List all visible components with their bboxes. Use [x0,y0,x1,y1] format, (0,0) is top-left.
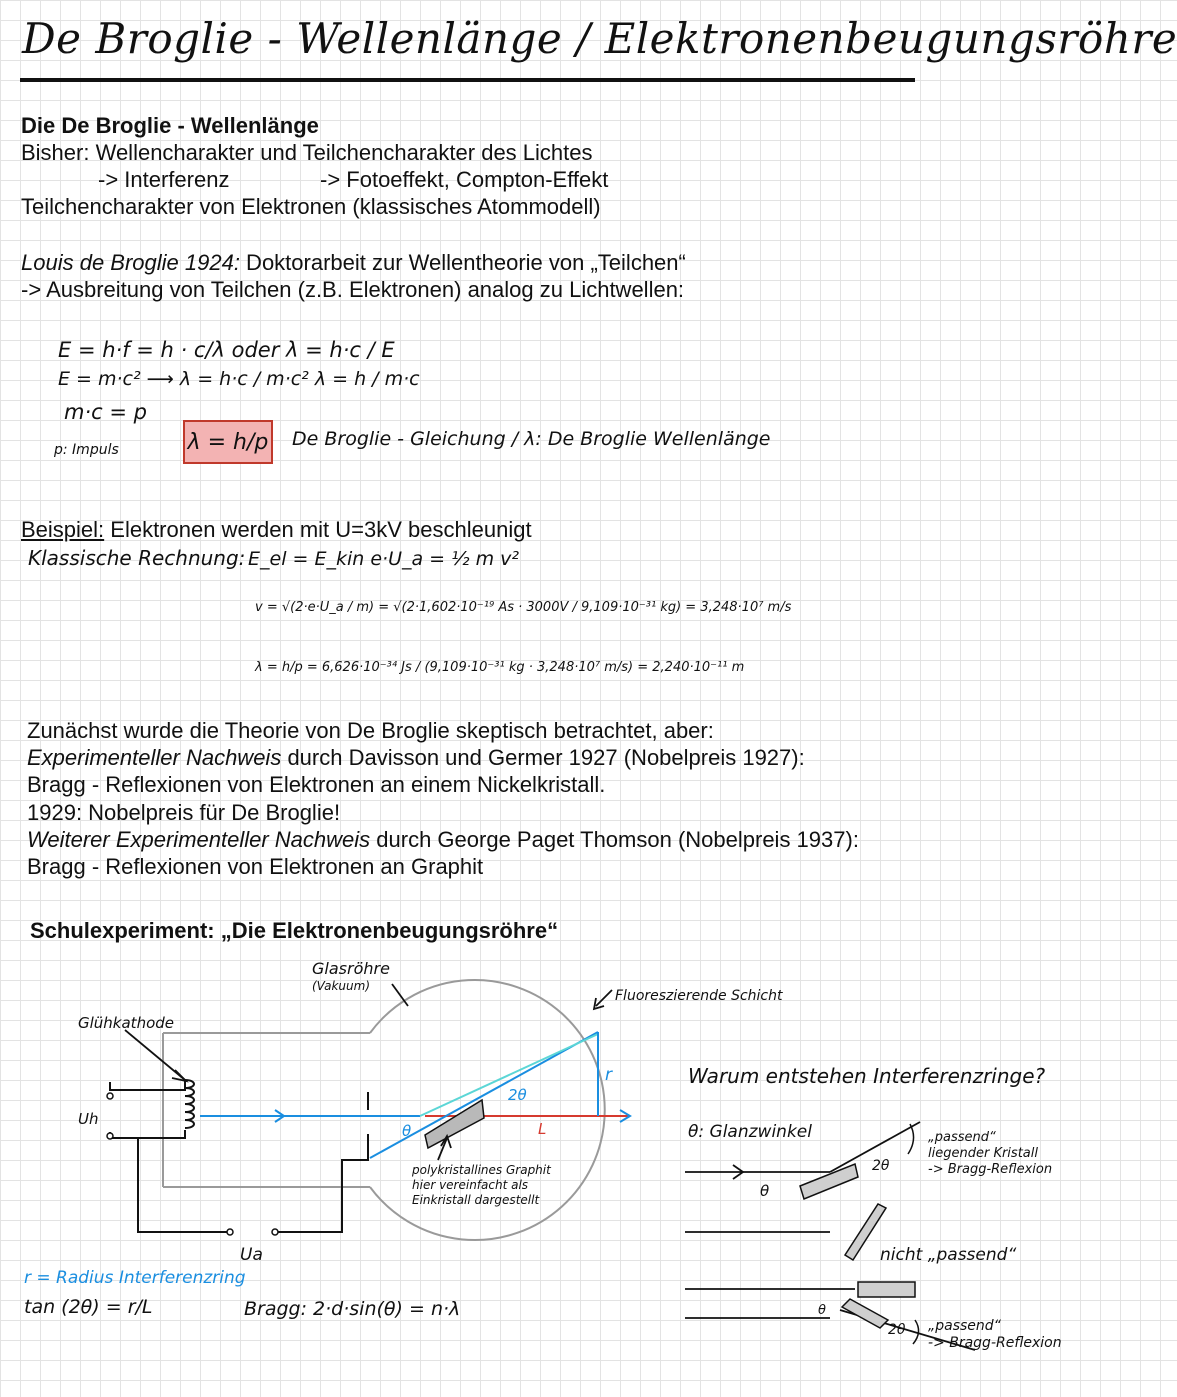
terminal [272,1229,278,1235]
formula-line: E = h·f = h · c/λ oder λ = h·c / E [58,338,395,362]
text-line [27,744,805,771]
title-underline [20,78,915,82]
text-line: Bragg - Reflexionen von Elektronen an Graphit [27,854,484,879]
why-question: Warum entstehen Interferenzringe? [688,1064,1046,1088]
theta-label: θ [818,1303,826,1318]
section-heading: Die De Broglie - Wellenlänge [21,113,319,138]
formula-line: E = m·c² ⟶ λ = h·c / m·c² λ = h / m·c [58,368,420,390]
label-graphite: Einkristall dargestellt [412,1193,540,1207]
theta-label: θ [760,1182,770,1200]
glanz-definition: θ: Glanzwinkel [688,1122,812,1142]
label-two-theta: 2θ [508,1086,527,1104]
text: durch George Paget Thomson (Nobelpreis 1937): [370,827,859,852]
note-line: -> Bragg-Reflexion [928,1162,1053,1177]
graphite-crystal [425,1100,484,1148]
formula-note: p: Impuls [54,442,119,458]
pointer-arrow [125,1030,185,1080]
text-line: -> Interferenz [98,167,230,192]
formula-line: v = √(2·e·U_a / m) = √(2·1,602·10⁻¹⁹ As · 3000V / 9,109·10⁻³¹ kg) = 3,248·10⁷ m/s [255,600,792,615]
italic-text: Louis de Broglie 1924: [21,250,240,275]
formula-line: m·c = p [64,400,147,424]
text-line: Bisher: Wellencharakter und Teilchencharakter des Lichtes [21,140,593,165]
two-theta-label: 2θ [888,1322,906,1338]
crystal-passend [800,1164,858,1199]
cathode-coil [185,1080,194,1128]
tan-formula: tan (2θ) = r/L [24,1296,153,1318]
text-line [27,826,859,853]
label-theta: θ [402,1122,412,1140]
note-line: „passend“ [928,1318,1001,1334]
italic-text: Experimenteller Nachweis [27,745,282,770]
classic-label: Klassische Rechnung: [28,546,246,570]
formula-line: E_el = E_kin e·U_a = ½ m v² [248,548,519,570]
label-graphite: polykristallines Graphit [412,1163,551,1177]
terminal [227,1229,233,1235]
text-line: -> Ausbreitung von Teilchen (z.B. Elektronen) analog zu Lichtwellen: [21,277,685,302]
text: Doktorarbeit zur Wellentheorie von „Teilchen“ [239,250,686,275]
text: Elektronen werden mit U=3kV beschleunigt [104,517,532,542]
equation-label: De Broglie - Gleichung / λ: De Broglie Wellenlänge [292,428,771,450]
label-fluor: Fluoreszierende Schicht [615,988,783,1004]
label-ua: Ua [240,1245,263,1265]
nicht-passend-label: nicht „passend“ [880,1245,1017,1265]
note-line: liegender Kristall [928,1146,1038,1161]
de-broglie-equation-box [183,420,273,464]
circuit-wires [110,1080,368,1232]
terminal [107,1093,113,1099]
note-line: -> Bragg-Reflexion [928,1335,1062,1351]
passend-note [928,1130,1052,1178]
equation: λ = h/p [187,429,269,455]
label-glass: Glasröhre [312,959,390,978]
terminal [107,1133,113,1139]
example-line [21,516,532,543]
note-line: „passend“ [928,1130,996,1145]
italic-text: Weiterer Experimenteller Nachweis [27,827,371,852]
page-title: De Broglie - Wellenlänge / Elektronenbeugungsröhre [22,14,1177,63]
text-line: Zunächst wurde die Theorie von De Broglie skeptisch betrachtet, aber: [27,718,714,743]
example-label: Beispiel: [21,517,105,542]
radius-definition: r = Radius Interferenzring [24,1268,246,1288]
passend-note [928,1318,1062,1352]
label-vacuum: (Vakuum) [312,979,371,993]
two-theta-label: 2θ [872,1158,890,1174]
formula-line: λ = h/p = 6,626·10⁻³⁴ Js / (9,109·10⁻³¹ kg · 3,248·10⁷ m/s) = 2,240·10⁻¹¹ m [255,660,745,675]
label-uh: Uh [78,1110,99,1128]
label-graphite: hier vereinfacht als [412,1178,529,1192]
text-line: Bragg - Reflexionen von Elektronen an einem Nickelkristall. [27,772,606,797]
text-line [21,249,686,276]
label-cathode: Glühkathode [78,1014,174,1032]
text-line: 1929: Nobelpreis für De Broglie! [27,800,341,825]
text-line: -> Fotoeffekt, Compton-Effekt [320,167,609,192]
label-L: L [538,1120,547,1138]
crystal-passend [858,1282,915,1297]
text: durch Davisson und Germer 1927 (Nobelpreis 1927): [281,745,805,770]
text-line: Teilchencharakter von Elektronen (klassisches Atommodell) [21,194,601,219]
experiment-heading: Schulexperiment: „Die Elektronenbeugungsröhre“ [30,918,559,943]
label-r: r [605,1065,612,1085]
bragg-formula: Bragg: 2·d·sin(θ) = n·λ [244,1298,461,1320]
